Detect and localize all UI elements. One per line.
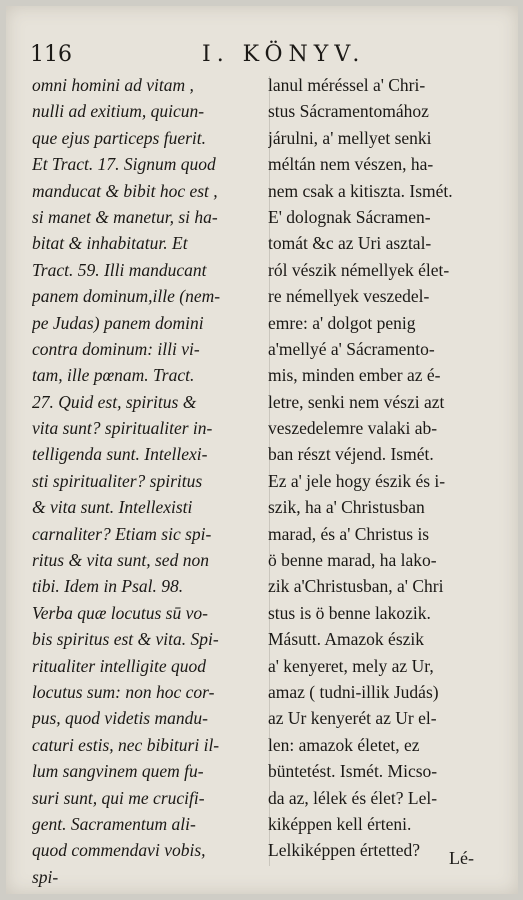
hungarian-text-line: zik a'Christusban, a' Chri <box>268 576 444 597</box>
page-header <box>30 42 498 76</box>
latin-text-line: Et Tract. 17. Signum quod <box>32 154 216 175</box>
hungarian-text-line: letre, senki nem vészi azt <box>268 391 445 412</box>
hungarian-text-line: méltán nem vészen, ha- <box>268 154 434 175</box>
latin-text-line: pe Judas) panem domini <box>32 312 204 333</box>
hungarian-text-line: marad, és a' Christus is <box>268 523 430 544</box>
latin-text-line: nulli ad exitium, quicun- <box>32 101 205 122</box>
latin-text-line: spi- <box>32 866 59 887</box>
hungarian-text-line: emre: a' dolgot penig <box>268 312 416 333</box>
hungarian-text-line: E' dolognak Sácramen- <box>268 206 431 227</box>
latin-text-line: si manet & manetur, si ha- <box>32 206 218 227</box>
hungarian-text-line: mis, minden ember az é- <box>268 365 441 386</box>
latin-text-line: 27. Quid est, spiritus & <box>32 391 197 412</box>
hungarian-text-line: ö benne marad, ha lako- <box>268 550 437 571</box>
hungarian-text-line: Ez a' jele hogy észik és i- <box>268 470 446 491</box>
hungarian-text-line: a' kenyeret, mely az Ur, <box>268 655 434 676</box>
page-number: 116 <box>30 42 72 67</box>
book-page <box>6 6 518 894</box>
latin-text-line: manducat & bibit hoc est , <box>32 180 218 201</box>
hungarian-text-line: re némellyek veszedel- <box>268 286 430 307</box>
latin-text-line: quod commendavi vobis, <box>32 840 206 861</box>
latin-text-line: locutus sum: non hoc cor- <box>32 681 215 702</box>
latin-text-line: caturi estis, nec bibituri il- <box>32 734 220 755</box>
hungarian-text-line: amaz ( tudni-illik Judás) <box>268 681 439 702</box>
hungarian-text-line: szik, ha a' Christusban <box>268 497 425 518</box>
hungarian-text-line: da az, lélek és élet? Lel- <box>268 787 438 808</box>
latin-text-line: pus, quod videtis mandu- <box>32 708 208 729</box>
latin-text-line: telligenda sunt. Intellexi- <box>32 444 208 465</box>
latin-text-line: lum sangvinem quem fu- <box>32 761 204 782</box>
hungarian-text-line: len: amazok életet, ez <box>268 734 420 755</box>
latin-text-line: gent. Sacramentum ali- <box>32 813 196 834</box>
hungarian-text-line: a'mellyé a' Sácramento- <box>268 338 435 359</box>
latin-text-line: bis spiritus est & vita. Spi- <box>32 629 219 650</box>
latin-text-line: ritualiter intelligite quod <box>32 655 207 676</box>
hungarian-text-line: kiképpen kell érteni. <box>268 813 412 834</box>
latin-text-line: omni homini ad vitam , <box>32 75 194 95</box>
latin-text-line: vita sunt? spiritualiter in- <box>32 418 213 439</box>
latin-text-line: suri sunt, qui me crucifi- <box>32 787 205 808</box>
latin-text-line: carnaliter? Etiam sic spi- <box>32 523 212 544</box>
latin-text-line: ritus & vita sunt, sed non <box>32 550 209 571</box>
left-column-latin <box>32 72 270 890</box>
hungarian-text-line: Lelkiképpen értetted? <box>268 840 421 861</box>
latin-text-line: que ejus particeps fuerit. <box>32 127 207 148</box>
latin-text-line: bitat & inhabitatur. Et <box>32 233 188 254</box>
hungarian-text-line: stus Sácramentomához <box>268 101 429 122</box>
latin-text-line: & vita sunt. Intellexisti <box>32 497 193 518</box>
hungarian-text-line: járulni, a' mellyet senki <box>268 127 432 148</box>
hungarian-text-line: nem csak a kitiszta. Ismét. <box>268 180 453 201</box>
hungarian-text-line: Másutt. Amazok észik <box>268 629 425 650</box>
hungarian-text-line: veszedelemre valaki ab- <box>268 418 438 439</box>
latin-text-line: panem dominum,ille (nem- <box>32 286 221 307</box>
latin-text-line: Verba quæ locutus sū vo- <box>32 602 208 623</box>
catchword: Lé- <box>449 848 474 868</box>
hungarian-text-line: ról vészik némellyek élet- <box>268 259 450 280</box>
right-column-hungarian <box>268 72 504 864</box>
latin-text-line: Tract. 59. Illi manducant <box>32 259 207 280</box>
latin-text-line: tibi. Idem in Psal. 98. <box>32 576 184 597</box>
hungarian-text-line: ban részt véjend. Ismét. <box>268 444 434 465</box>
hungarian-text-line: tomát &c az Uri asztal- <box>268 233 432 254</box>
latin-text-line: tam, ille pœnam. Tract. <box>32 365 195 386</box>
running-title: I. KÖNYV. <box>202 42 366 67</box>
latin-text-line: contra dominum: illi vi- <box>32 338 200 359</box>
hungarian-text-line: lanul méréssel a' Chri- <box>268 75 426 95</box>
latin-text-line: sti spiritualiter? spiritus <box>32 470 203 491</box>
hungarian-text-line: büntetést. Ismét. Micso- <box>268 761 438 782</box>
hungarian-text-line: az Ur kenyerét az Ur el- <box>268 708 437 729</box>
hungarian-text-line: stus is ö benne lakozik. <box>268 602 431 623</box>
